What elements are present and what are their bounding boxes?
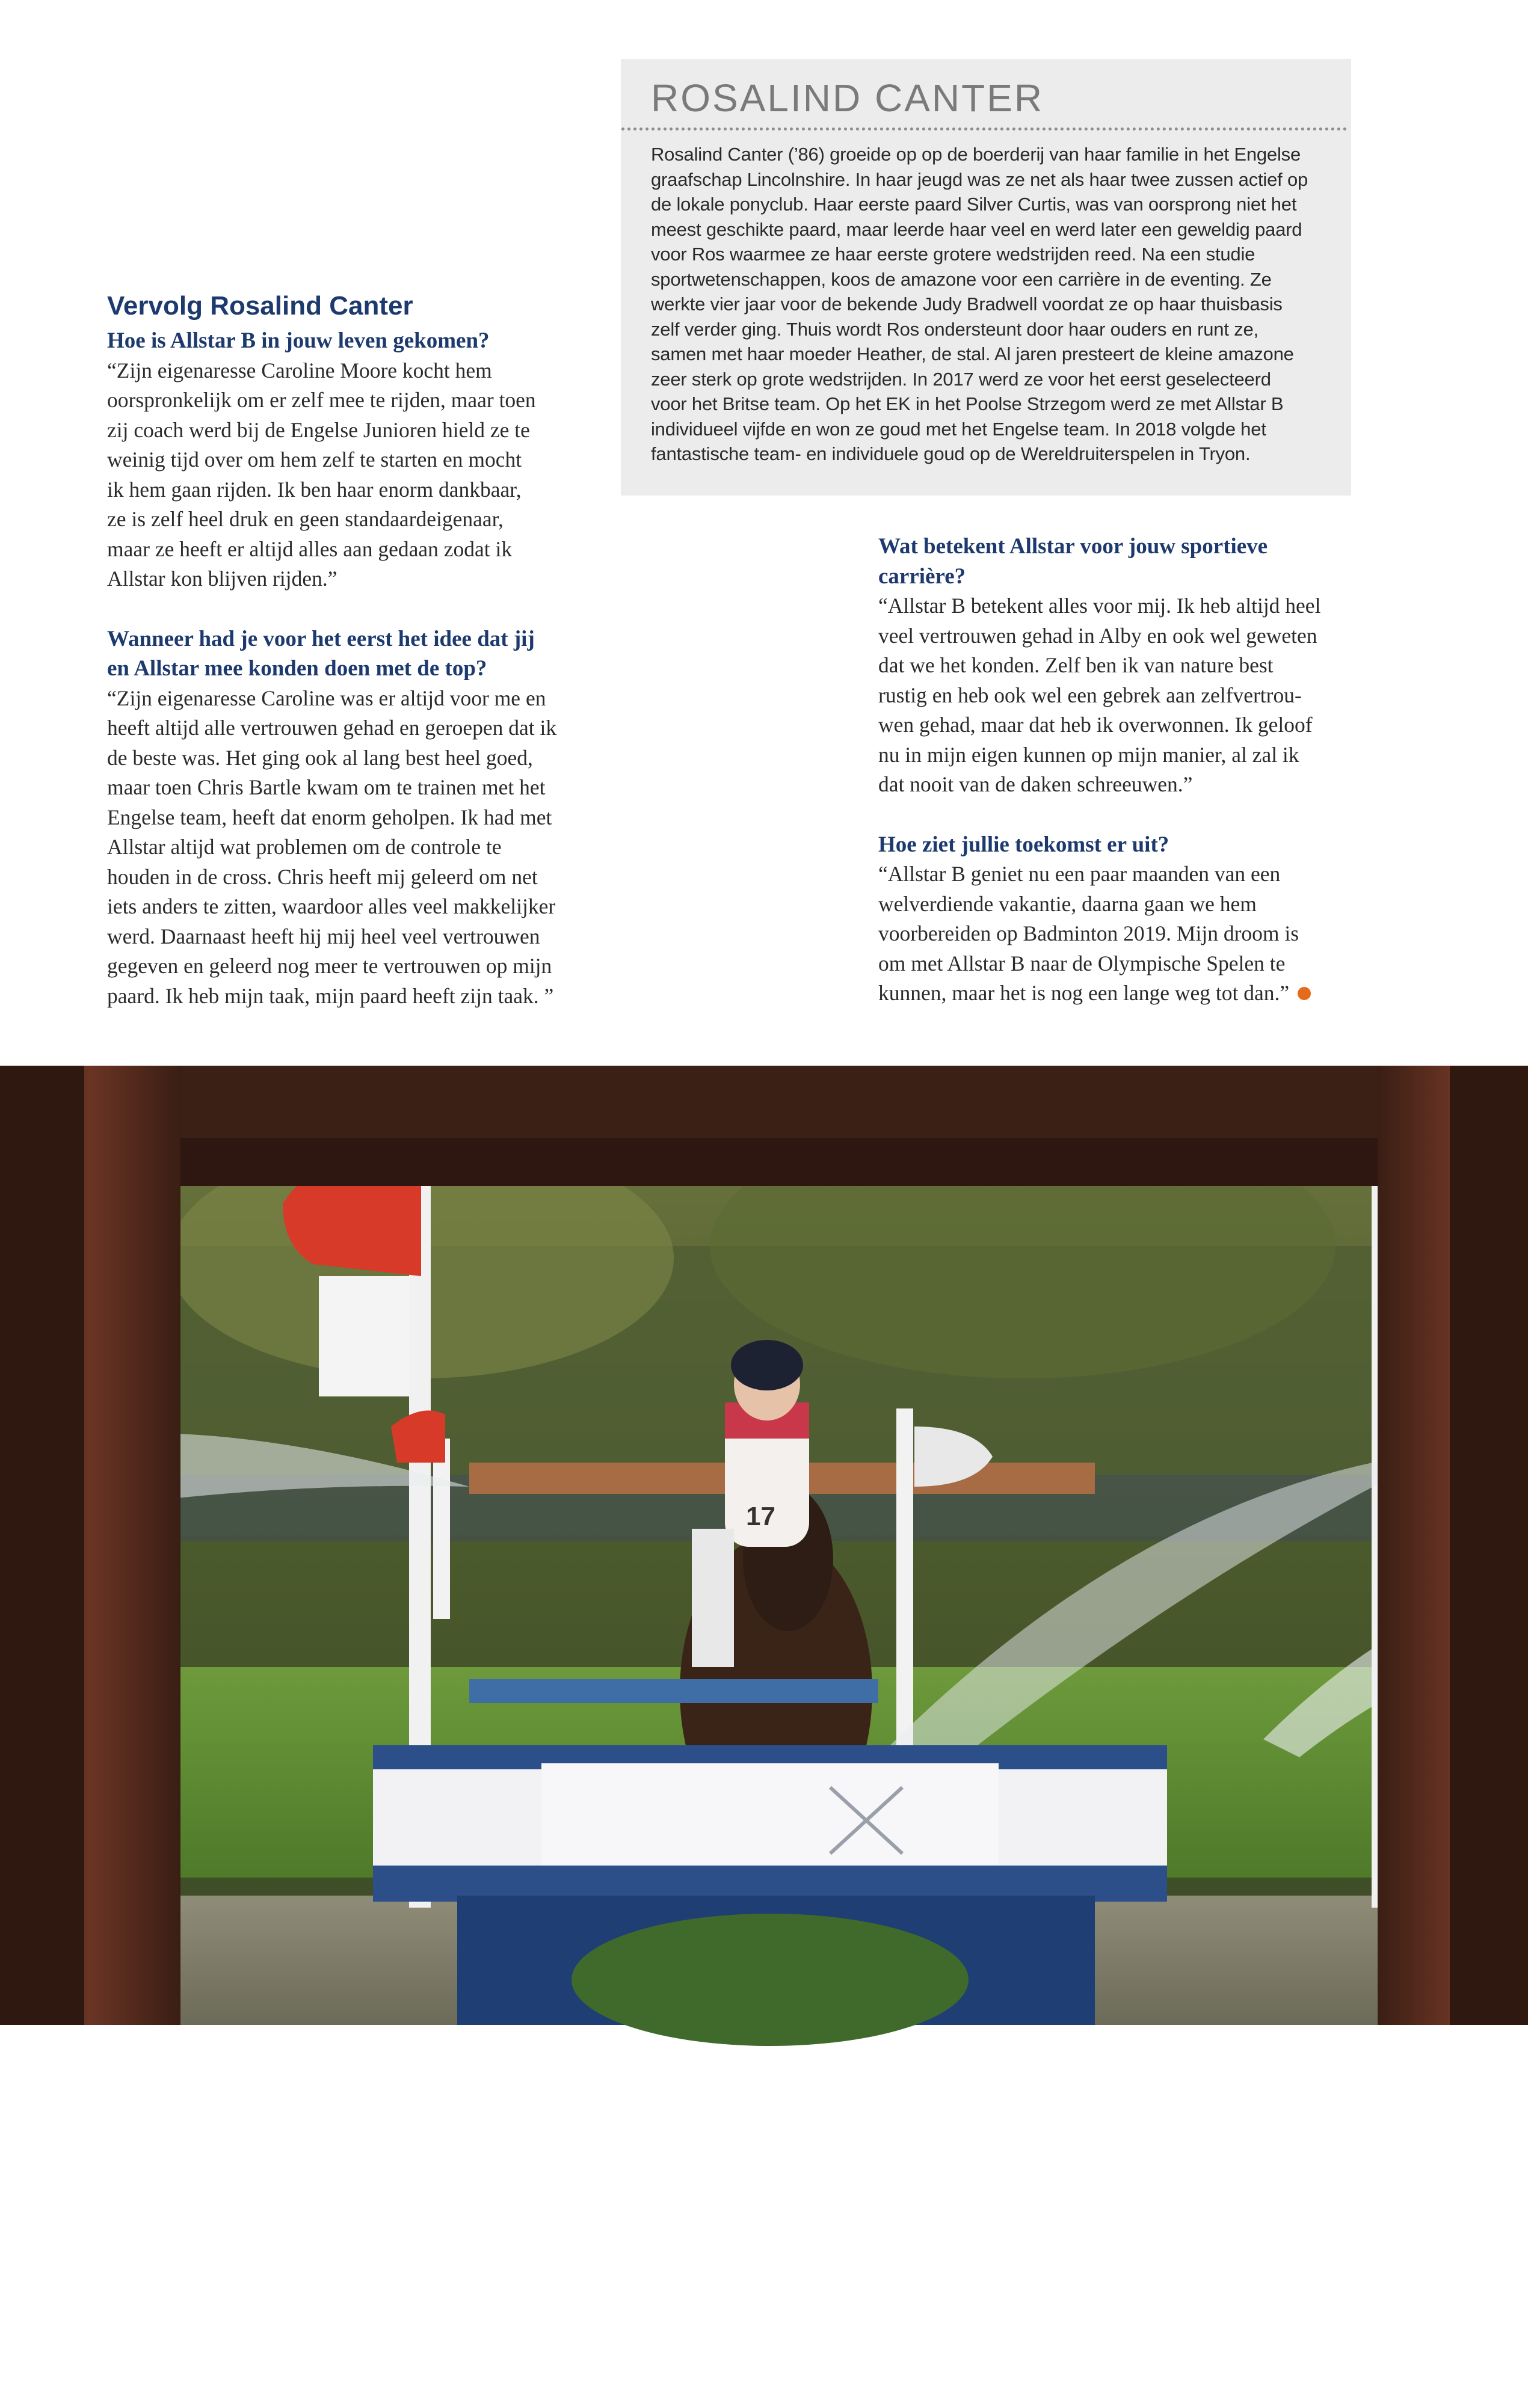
question-line: Hoe is Allstar B in jouw leven gekomen? [107, 328, 490, 353]
answer-line: de beste was. Het ging ook al lang best heel goed, [107, 745, 533, 770]
photo-quote [1136, 2288, 1364, 2408]
spacer [107, 594, 606, 624]
bio-line: sportwetenschappen, koos de amazone voor een carrière in de eventing. Ze [651, 268, 1272, 290]
bio-line: voor Ros waarmee ze haar eerste grotere wedstrijden reed. Na een studie [651, 244, 1255, 265]
quote-line: “Mijn droom is om met [1136, 2291, 1339, 2314]
answer-line: gegeven en geleerd nog meer te vertrouwen op mijn [107, 954, 552, 978]
bio-line: zeer sterk op grote wedstrijden. In 2017 werd ze voor het eerst geselecteerd [651, 368, 1271, 390]
answer-line: dat we het konden. Zelf ben ik van nature best [878, 653, 1274, 677]
answer-line: Engelse team, heeft dat enorm geholpen. Ik had met [107, 805, 552, 829]
quote-line: Allstar B naar de [1136, 2321, 1287, 2344]
answer-line: Allstar kon blijven rijden.” [107, 567, 337, 591]
bio-line: de lokale ponyclub. Haar eerste paard Silver Curtis, was van oorsprong niet het [651, 194, 1297, 215]
bio-line: samen met haar moeder Heather, de stal. Al jaren presteert de kleine amazone [651, 343, 1294, 364]
bio-divider [621, 127, 1347, 131]
answer-line: veel vertrouwen gehad in Alby en ook wel geweten [878, 623, 1317, 648]
quote-line: Olympische Spelen te [1136, 2351, 1335, 2374]
bio-box [621, 59, 1351, 496]
question-line: Wat betekent Allstar voor jouw sportieve [878, 534, 1268, 559]
question-3 [878, 532, 1360, 591]
answer-line: maar ze heeft er altijd alles aan gedaan zodat ik [107, 536, 513, 561]
answer-line: rustig en heb ook wel een gebrek aan zelfvertrou- [878, 683, 1302, 707]
bio-title: ROSALIND CANTER [651, 76, 1044, 120]
cross-country-photo [0, 1066, 1528, 2404]
answer-line: oorspronkelijk om er zelf mee te rijden, maar toen [107, 388, 536, 412]
answer-line: ik hem gaan rijden. Ik ben haar enorm dankbaar, [107, 477, 522, 502]
answer-line: Allstar altijd wat problemen om de controle te [107, 835, 502, 859]
answer-line: welverdiende vakantie, daarna gaan we hem [878, 891, 1257, 916]
answer-line: “Zijn eigenaresse Caroline was er altijd voor me en [107, 686, 546, 710]
bio-line: werkte vier jaar voor de bekende Judy Bradwell voordat ze op haar thuisbasis [651, 293, 1283, 315]
question-line: carrière? [878, 564, 966, 589]
answer-line: ze is zelf heel druk en geen standaardeigenaar, [107, 507, 504, 531]
bio-line: individueel vijfde en won ze goud met het Engelse team. In 2018 volgde het [651, 418, 1266, 440]
bio-line: Rosalind Canter (’86) groeide op op de boerderij van haar familie in het Engelse [651, 144, 1301, 165]
answer-1 [107, 356, 606, 594]
question-line: Wanneer had je voor het eerst het idee dat jij [107, 626, 535, 651]
answer-line: weinig tijd over om hem zelf te starten en mocht [107, 447, 522, 471]
bio-line: graafschap Lincolnshire. In haar jeugd was ze net als haar twee zussen actief op [651, 168, 1308, 190]
end-mark-icon [1298, 987, 1311, 1000]
bio-line: voor het Britse team. Op het EK in het Poolse Strzegom werd ze met Allstar B [651, 393, 1284, 414]
photo-illustration [0, 1066, 1528, 2025]
answer-line: wen gehad, maar dat heb ik overwonnen. Ik geloof [878, 713, 1313, 737]
answer-line: paard. Ik heb mijn taak, mijn paard heeft zijn taak. ” [107, 983, 554, 1008]
answer-line: heeft altijd alle vertrouwen gehad en geroepen dat ik [107, 716, 557, 740]
answer-line: voorbereiden op Badminton 2019. Mijn droom is [878, 921, 1299, 945]
answer-line: nu in mijn eigen kunnen op mijn manier, al zal ik [878, 742, 1299, 767]
question-1 [107, 326, 606, 356]
answer-line: kunnen, maar het is nog een lange weg tot dan.” [878, 978, 1360, 1009]
answer-4 [878, 859, 1360, 1009]
answer-line: dat nooit van de daken schreeuwen.” [878, 772, 1193, 796]
answer-line: “Allstar B geniet nu een paar maanden van een [878, 862, 1281, 886]
answer-line: zij coach werd bij de Engelse Junioren hield ze te [107, 417, 530, 442]
answer-line: houden in de cross. Chris heeft mij geleerd om net [107, 864, 538, 889]
bio-line: fantastische team- en individuele goud op de Wereldruiterspelen in Tryon. [651, 443, 1251, 464]
left-column [107, 286, 606, 1011]
bib-number: 17 [746, 1502, 775, 1531]
answer-line: “Allstar B betekent alles voor mij. Ik heb altijd heel [878, 594, 1321, 618]
bio-line: meest geschikte paard, maar leerde haar veel en werd later een geweldig paard [651, 218, 1302, 240]
question-2 [107, 624, 606, 684]
answer-3 [878, 591, 1360, 800]
section-title: Vervolg Rosalind Canter [107, 291, 413, 321]
answer-line: maar toen Chris Bartle kwam om te trainen met het [107, 775, 546, 799]
answer-line: iets anders te zitten, waardoor alles veel makkelijker [107, 894, 556, 918]
question-4 [878, 830, 1360, 860]
answer-line: om met Allstar B naar de Olympische Spelen te [878, 951, 1286, 975]
question-line: Hoe ziet jullie toekomst er uit? [878, 832, 1169, 857]
answer-line: werd. Daarnaast heeft hij mij heel veel vertrouwen [107, 924, 540, 948]
spacer [878, 800, 1360, 830]
bio-text [651, 142, 1325, 467]
bio-line: zelf verder ging. Thuis wordt Ros ondersteunt door haar ouders en runt ze, [651, 318, 1258, 340]
question-line: en Allstar mee konden doen met de top? [107, 656, 487, 681]
quote-line: kunnen.” [1136, 2382, 1216, 2404]
answer-2 [107, 684, 606, 1012]
right-column [878, 532, 1360, 1009]
answer-line: “Zijn eigenaresse Caroline Moore kocht hem [107, 358, 492, 382]
